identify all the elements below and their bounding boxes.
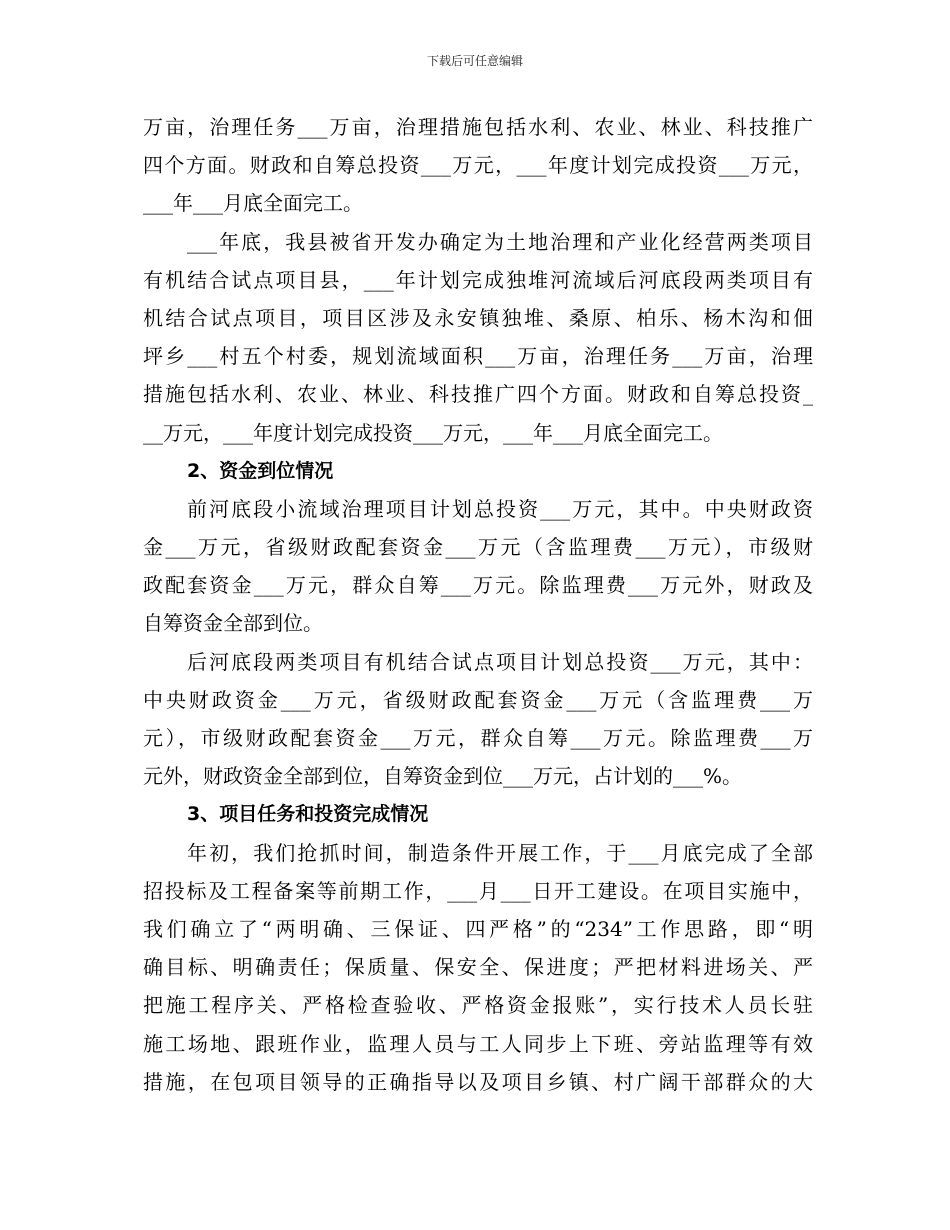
text-line: 元外，财政资金全部到位，自筹资金到位___万元，占计划的___%。 [143, 764, 743, 789]
text-line: 金___万元，省级财政配套资金___万元（含监理费___万元），市级财 [143, 535, 813, 560]
text-line: 政配套资金___万元，群众自筹___万元。除监理费___万元外，财政及 [143, 573, 813, 598]
section-heading: 2、资金到位情况 [187, 459, 334, 482]
text-line: 后河底段两类项目有机结合试点项目计划总投资___万元，其中： [187, 649, 813, 674]
text-line: 我们确立了“两明确、三保证、四严格”的“234”工作思路，即“明 [143, 916, 813, 941]
text-line: 坪乡___村五个村委，规划流域面积___万亩，治理任务___万亩，治理 [143, 344, 813, 369]
text-line: 年初，我们抢抓时间，制造条件开展工作，于___月底完成了全部 [187, 840, 813, 865]
section-heading: 3、项目任务和投资完成情况 [187, 803, 429, 826]
text-line: 施工场地、跟班作业，监理人员与工人同步上下班、旁站监理等有效 [143, 1031, 813, 1056]
text-line: 前河底段小流域治理项目计划总投资___万元，其中。中央财政资 [187, 496, 813, 521]
text-line: ___年___月底全面完工。 [143, 191, 363, 216]
text-line: __万元，___年度计划完成投资___万元，___年___月底全面完工。 [143, 420, 723, 445]
document-body [143, 108, 813, 1101]
text-line: 四个方面。财政和自筹总投资___万元，___年度计划完成投资___万元， [143, 153, 813, 178]
text-line: 机结合试点项目，项目区涉及永安镇独堆、桑原、柏乐、杨木沟和佃 [143, 305, 813, 330]
text-line: 措施，在包项目领导的正确指导以及项目乡镇、村广阔干部群众的大 [143, 1069, 813, 1094]
text-line: 万亩，治理任务___万亩，治理措施包括水利、农业、林业、科技推广 [143, 115, 813, 139]
text-line: 中央财政资金___万元，省级财政配套资金___万元（含监理费___万 [143, 687, 813, 712]
page-header: 下载后可任意编辑 [426, 54, 523, 68]
text-line: ___年底，我县被省开发办确定为土地治理和产业化经营两类项目 [187, 229, 813, 254]
text-line: 元），市级财政配套资金___万元，群众自筹___万元。除监理费___万 [143, 726, 813, 750]
text-line: 措施包括水利、农业、林业、科技推广四个方面。财政和自筹总投资_ [143, 382, 813, 407]
text-line: 自筹资金全部到位。 [143, 611, 323, 636]
text-line: 有机结合试点项目县，___年计划完成独堆河流域后河底段两类项目有 [143, 267, 813, 292]
text-line: 招投标及工程备案等前期工作，___月___日开工建设。在项目实施中， [143, 878, 813, 903]
text-line: 确目标、明确责任；保质量、保安全、保进度；严把材料进场关、严 [143, 955, 813, 980]
text-line: 把施工程序关、严格检查验收、严格资金报账”，实行技术人员长驻 [143, 993, 813, 1018]
